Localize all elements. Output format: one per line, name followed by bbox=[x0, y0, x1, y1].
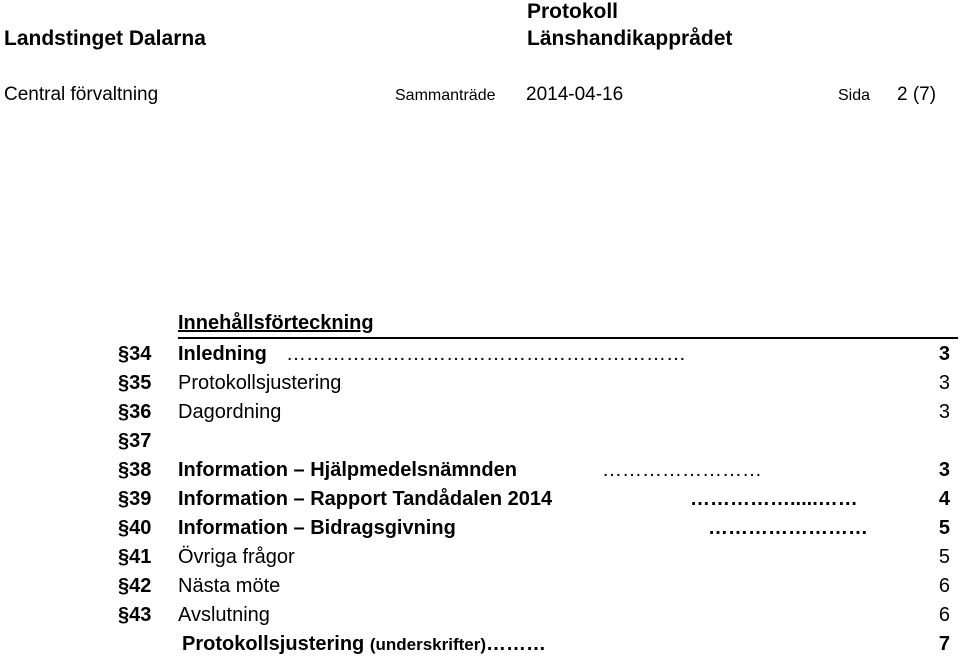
toc-leader: …………………………………………………… bbox=[286, 343, 686, 365]
section-number: §36 bbox=[118, 401, 152, 423]
toc-item-page: 3 bbox=[938, 343, 950, 365]
committee-name: Länshandikapprådet bbox=[527, 27, 733, 50]
toc-item-page: 5 bbox=[938, 546, 950, 568]
toc-item-title: Information – Hjälpmedelsnämnden bbox=[178, 459, 517, 481]
toc-item-page: 6 bbox=[938, 575, 950, 597]
toc-item-signatures bbox=[182, 630, 950, 659]
section-number: §35 bbox=[118, 372, 152, 394]
section-number: §42 bbox=[118, 575, 152, 597]
section-number: §40 bbox=[118, 517, 152, 539]
section-number: §39 bbox=[118, 488, 152, 510]
toc-item-page: 6 bbox=[938, 604, 950, 626]
toc-item-title: Information – Bidragsgivning bbox=[178, 517, 456, 539]
toc-heading bbox=[178, 311, 958, 339]
toc-heading-text: Innehållsförteckning bbox=[178, 312, 374, 334]
section-number: §37 bbox=[118, 430, 152, 452]
organization-name: Landstinget Dalarna bbox=[4, 27, 206, 50]
section-number: §43 bbox=[118, 604, 152, 626]
page-label: Sida bbox=[838, 87, 871, 104]
section-number: §41 bbox=[118, 546, 152, 568]
signature-subtitle: (underskrifter) bbox=[369, 635, 486, 654]
toc-item-41 bbox=[118, 543, 950, 572]
page-number: 2 (7) bbox=[897, 84, 937, 105]
toc-item-42 bbox=[118, 572, 950, 601]
toc-item-page: 3 bbox=[938, 459, 950, 481]
toc-item-35 bbox=[118, 369, 950, 398]
toc-item-page: 5 bbox=[938, 517, 950, 539]
toc-item-34 bbox=[118, 340, 950, 369]
section-number: §34 bbox=[118, 343, 152, 365]
meeting-label: Sammanträde bbox=[395, 87, 496, 104]
toc-item-43 bbox=[118, 601, 950, 630]
department-name: Central förvaltning bbox=[4, 84, 159, 105]
signature-title: Protokollsjustering bbox=[182, 633, 365, 655]
toc-item-page: 7 bbox=[938, 633, 950, 655]
toc-item-page: 3 bbox=[938, 401, 950, 423]
document-title: Protokoll bbox=[527, 0, 619, 23]
toc-item-title: Dagordning bbox=[178, 401, 282, 423]
toc-item-title: Övriga frågor bbox=[178, 546, 295, 568]
toc-item-page: 3 bbox=[938, 372, 950, 394]
toc-item-page: 4 bbox=[938, 488, 950, 510]
toc-item-39 bbox=[118, 485, 950, 514]
toc-item-38 bbox=[118, 456, 950, 485]
meeting-date: 2014-04-16 bbox=[526, 84, 624, 105]
toc-item-title: Inledning bbox=[178, 343, 267, 365]
toc-leader: …………………… bbox=[602, 459, 762, 481]
toc-item-37 bbox=[118, 427, 950, 456]
toc-leader: …………………… bbox=[708, 517, 868, 539]
toc-item-title: Avslutning bbox=[178, 604, 270, 626]
toc-leader: …………….....…… bbox=[690, 488, 858, 510]
toc-item-title: Nästa möte bbox=[178, 575, 281, 597]
toc-item-title: Protokollsjustering bbox=[178, 372, 342, 394]
toc-item-36 bbox=[118, 398, 950, 427]
toc-leader: ……… bbox=[486, 633, 546, 655]
toc-item-title bbox=[182, 630, 546, 659]
toc-item-40 bbox=[118, 514, 950, 543]
section-number: §38 bbox=[118, 459, 152, 481]
toc-item-title: Information – Rapport Tandådalen 2014 bbox=[178, 488, 553, 510]
